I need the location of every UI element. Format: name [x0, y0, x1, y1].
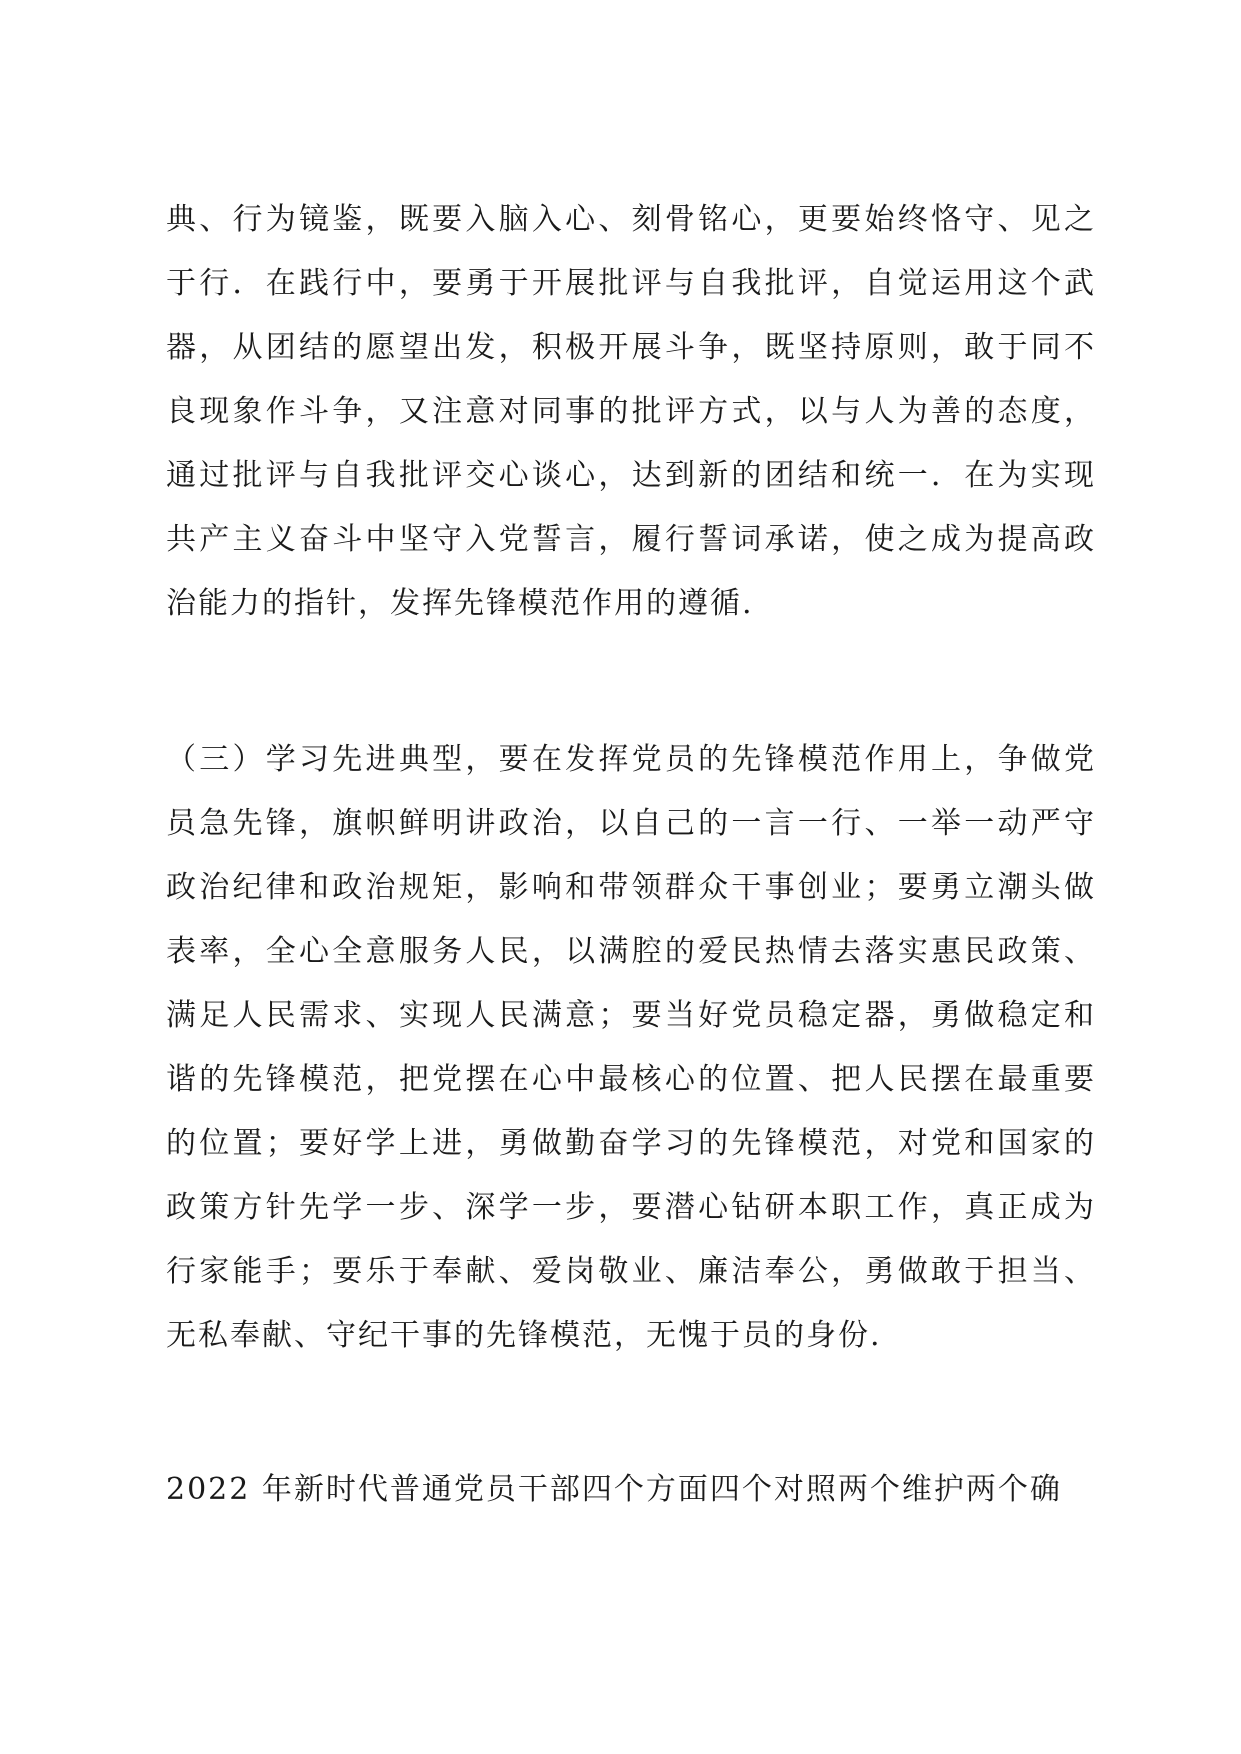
text-line: 共产主义奋斗中坚守入党誓言，履行誓词承诺，使之成为提高政 [166, 522, 1096, 557]
text-line: 满足人民需求、实现人民满意；要当好党员稳定器，勇做稳定和 [166, 998, 1096, 1033]
text-line: 政治纪律和政治规矩，影响和带领群众干事创业；要勇立潮头做 [166, 870, 1096, 905]
text-line: 的位置；要好学上进，勇做勤奋学习的先锋模范，对党和国家的 [166, 1126, 1096, 1161]
text-line: 员急先锋，旗帜鲜明讲政治，以自己的一言一行、一举一动严守 [166, 806, 1096, 841]
text-line: 行家能手；要乐于奉献、爱岗敬业、廉洁奉公，勇做敢于担当、 [166, 1254, 1096, 1289]
text-line: 无私奉献、守纪干事的先锋模范，无愧于员的身份. [166, 1318, 882, 1353]
text-line: 政策方针先学一步、深学一步，要潜心钻研本职工作，真正成为 [166, 1190, 1096, 1225]
text-line: 谐的先锋模范，把党摆在心中最核心的位置、把人民摆在最重要 [166, 1062, 1096, 1097]
text-line: （三）学习先进典型，要在发挥党员的先锋模范作用上，争做党 [166, 742, 1096, 777]
text-line: 通过批评与自我批评交心谈心，达到新的团结和统一．在为实现 [166, 458, 1096, 493]
text-line: 于行．在践行中，要勇于开展批评与自我批评，自觉运用这个武 [166, 266, 1096, 301]
text-line: 典、行为镜鉴，既要入脑入心、刻骨铭心，更要始终恪守、见之 [166, 202, 1096, 237]
text-line: 2022 年新时代普通党员干部四个方面四个对照两个维护两个确 [166, 1472, 1062, 1507]
text-line: 治能力的指针，发挥先锋模范作用的遵循. [166, 586, 754, 621]
paragraph-section-three [166, 728, 1096, 1368]
text-line: 表率，全心全意服务人民，以满腔的爱民热情去落实惠民政策、 [166, 934, 1096, 969]
paragraph-continuation [166, 188, 1096, 636]
text-line: 器，从团结的愿望出发，积极开展斗争，既坚持原则，敢于同不 [166, 330, 1096, 365]
paragraph-heading-title [166, 1458, 1096, 1522]
text-line: 良现象作斗争，又注意对同事的批评方式，以与人为善的态度， [166, 394, 1096, 429]
